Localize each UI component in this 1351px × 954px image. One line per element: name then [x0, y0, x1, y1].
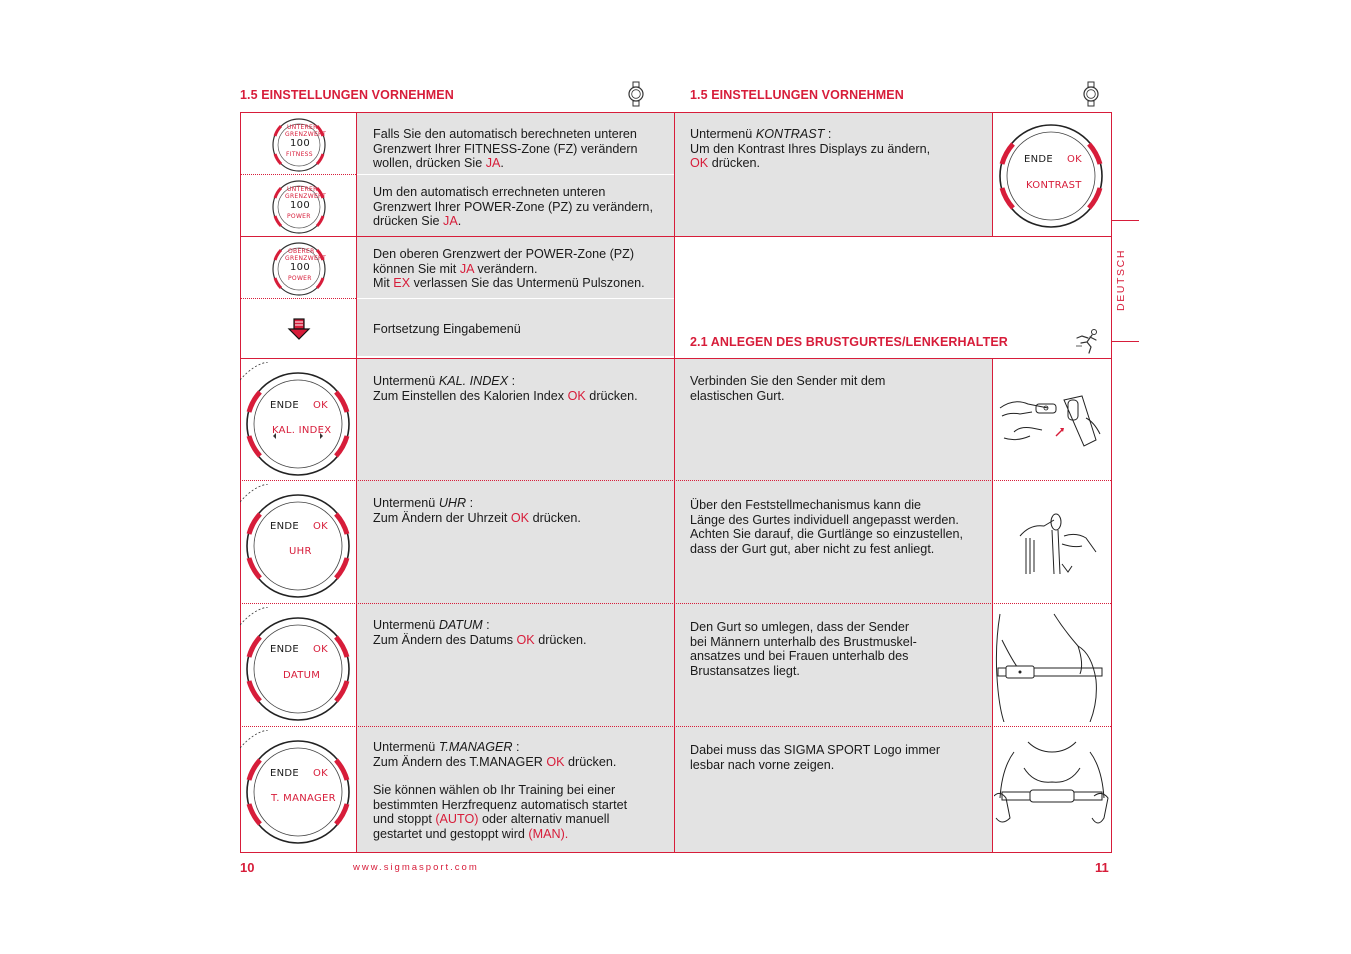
lcd-menu-label: DATUM: [283, 670, 321, 681]
instruction-text-t-manager: Untermenü T.MANAGER : Zum Ändern des T.MANAGER OK drücken. Sie können wählen ob Ihr Training bei einer bestimmten Herzfrequenz automatisch startet und stoppt (AUTO) oder alternativ manuell gestartet und gestoppt wird (MAN).: [373, 740, 628, 841]
lcd-menu-label: UHR: [289, 546, 312, 557]
watch-display-icon: [240, 607, 356, 725]
frame-center-line: [674, 112, 675, 852]
watch-icon: [628, 81, 644, 107]
frame-top-line: [240, 112, 1112, 113]
page-number-left: 10: [240, 860, 255, 875]
dotted-divider: [240, 298, 356, 299]
lcd-left-label: ENDE: [270, 768, 300, 779]
instruction-text-position-strap: Den Gurt so umlegen, dass der Sender bei Männern unterhalb des Brustmuskel- ansatzes und bei Frauen unterhalb des Brustansatzes liegt.: [690, 620, 917, 678]
language-tab-label: DEUTSCH: [1115, 249, 1127, 311]
lcd-left-label: ENDE: [270, 400, 300, 411]
row-divider-white: [357, 298, 674, 299]
instruction-text-fitness: Falls Sie den automatisch berechneten unteren Grenzwert Ihrer FITNESS-Zone (FZ) verändern wollen, drücken Sie JA.: [373, 127, 638, 171]
lcd-value: 100: [290, 262, 310, 273]
right-gray-block-bottom: [675, 359, 992, 852]
watch-display-icon: [240, 484, 356, 602]
dotted-divider: [240, 480, 1111, 481]
right-image-column-line-bottom: [992, 358, 993, 852]
website-link[interactable]: www.sigmasport.com: [353, 862, 479, 873]
watch-display-icon: [240, 730, 356, 848]
instruction-text-power-lower: Um den automatisch errechneten unteren Grenzwert Ihrer POWER-Zone (PZ) zu verändern, drücken Sie JA.: [373, 185, 653, 229]
dotted-divider: [240, 174, 356, 175]
left-image-column-line: [356, 112, 357, 852]
lcd-left-label: ENDE: [270, 644, 300, 655]
lcd-menu-label: KONTRAST: [1026, 180, 1082, 191]
watch-display-icon: [993, 116, 1109, 234]
section-2-1-title: 2.1 ANLEGEN DES BRUSTGURTES/LENKERHALTER: [690, 335, 1008, 349]
lcd-mid-label: GRENZWERT: [285, 193, 327, 200]
instruction-text-logo-front: Dabei muss das SIGMA SPORT Logo immer lesbar nach vorne zeigen.: [690, 743, 941, 772]
lcd-right-label: OK: [313, 521, 329, 532]
instruction-text-power-upper: Den oberen Grenzwert der POWER-Zone (PZ) können Sie mit JA verändern. Mit EX verlassen Sie das Untermenü Pulszonen.: [373, 247, 645, 291]
lcd-mid-label: GRENZWERT: [285, 255, 327, 262]
lcd-bottom-label: POWER: [288, 275, 312, 282]
lcd-bottom-label: FITNESS: [286, 151, 313, 158]
instruction-text-kal-index: Untermenü KAL. INDEX : Zum Einstellen des Kalorien Index OK drücken.: [373, 374, 638, 403]
hand-adjusting-strap-illustration: [1010, 508, 1102, 578]
watch-icon: [1083, 81, 1099, 107]
instruction-text-adjust-strap: Über den Feststellmechanismus kann die Länge des Gurtes individuell angepasst werden. Achten Sie darauf, die Gurtlänge so einzustellen, dass der Gurt gut, aber nicht zu fest anliegt.: [690, 498, 964, 556]
right-section-title: 1.5 EINSTELLUNGEN VORNEHMEN: [690, 88, 904, 102]
lcd-menu-label: KAL. INDEX: [272, 425, 332, 436]
instruction-text-uhr: Untermenü UHR : Zum Ändern der Uhrzeit OK drücken.: [373, 496, 581, 525]
page-number-right: 11: [1095, 860, 1109, 875]
runner-icon: [1074, 328, 1102, 354]
lcd-right-label: OK: [313, 400, 329, 411]
lcd-menu-label: T. MANAGER: [271, 793, 336, 804]
lcd-top-label: OBERER: [288, 248, 315, 255]
frame-bottom-line: [240, 852, 1112, 853]
lcd-right-label: OK: [313, 644, 329, 655]
lcd-right-label: OK: [1067, 154, 1083, 165]
lcd-right-label: OK: [313, 768, 329, 779]
lcd-left-label: ENDE: [1024, 154, 1054, 165]
lcd-value: 100: [290, 200, 310, 211]
language-tab[interactable]: [1111, 220, 1139, 342]
lcd-mid-label: GRENZWERT: [285, 131, 327, 138]
row-divider: [240, 358, 1112, 359]
strap-on-torso-illustration: [994, 610, 1110, 722]
continuation-text: Fortsetzung Eingabemenü: [373, 322, 521, 336]
hand-connecting-sender-illustration: [996, 388, 1104, 454]
dotted-divider: [240, 726, 1111, 727]
lcd-bottom-label: POWER: [287, 213, 311, 220]
watch-display-icon: [240, 362, 356, 480]
lcd-left-label: ENDE: [270, 521, 300, 532]
row-divider: [240, 236, 1112, 237]
dotted-divider: [240, 603, 1111, 604]
lcd-top-label: UNTERER: [287, 186, 318, 193]
left-section-title: 1.5 EINSTELLUNGEN VORNEHMEN: [240, 88, 454, 102]
arrow-down-icon: [287, 318, 311, 340]
instruction-text-datum: Untermenü DATUM : Zum Ändern des Datums OK drücken.: [373, 618, 587, 647]
lcd-value: 100: [290, 138, 310, 149]
instruction-text-connect-sender: Verbinden Sie den Sender mit dem elastischen Gurt.: [690, 374, 886, 403]
chest-strap-front-illustration: [994, 738, 1110, 838]
row-divider-white: [357, 174, 674, 175]
instruction-text-kontrast: Untermenü KONTRAST : Um den Kontrast Ihres Displays zu ändern, OK drücken.: [690, 127, 931, 171]
lcd-top-label: UNTERER: [287, 124, 318, 131]
